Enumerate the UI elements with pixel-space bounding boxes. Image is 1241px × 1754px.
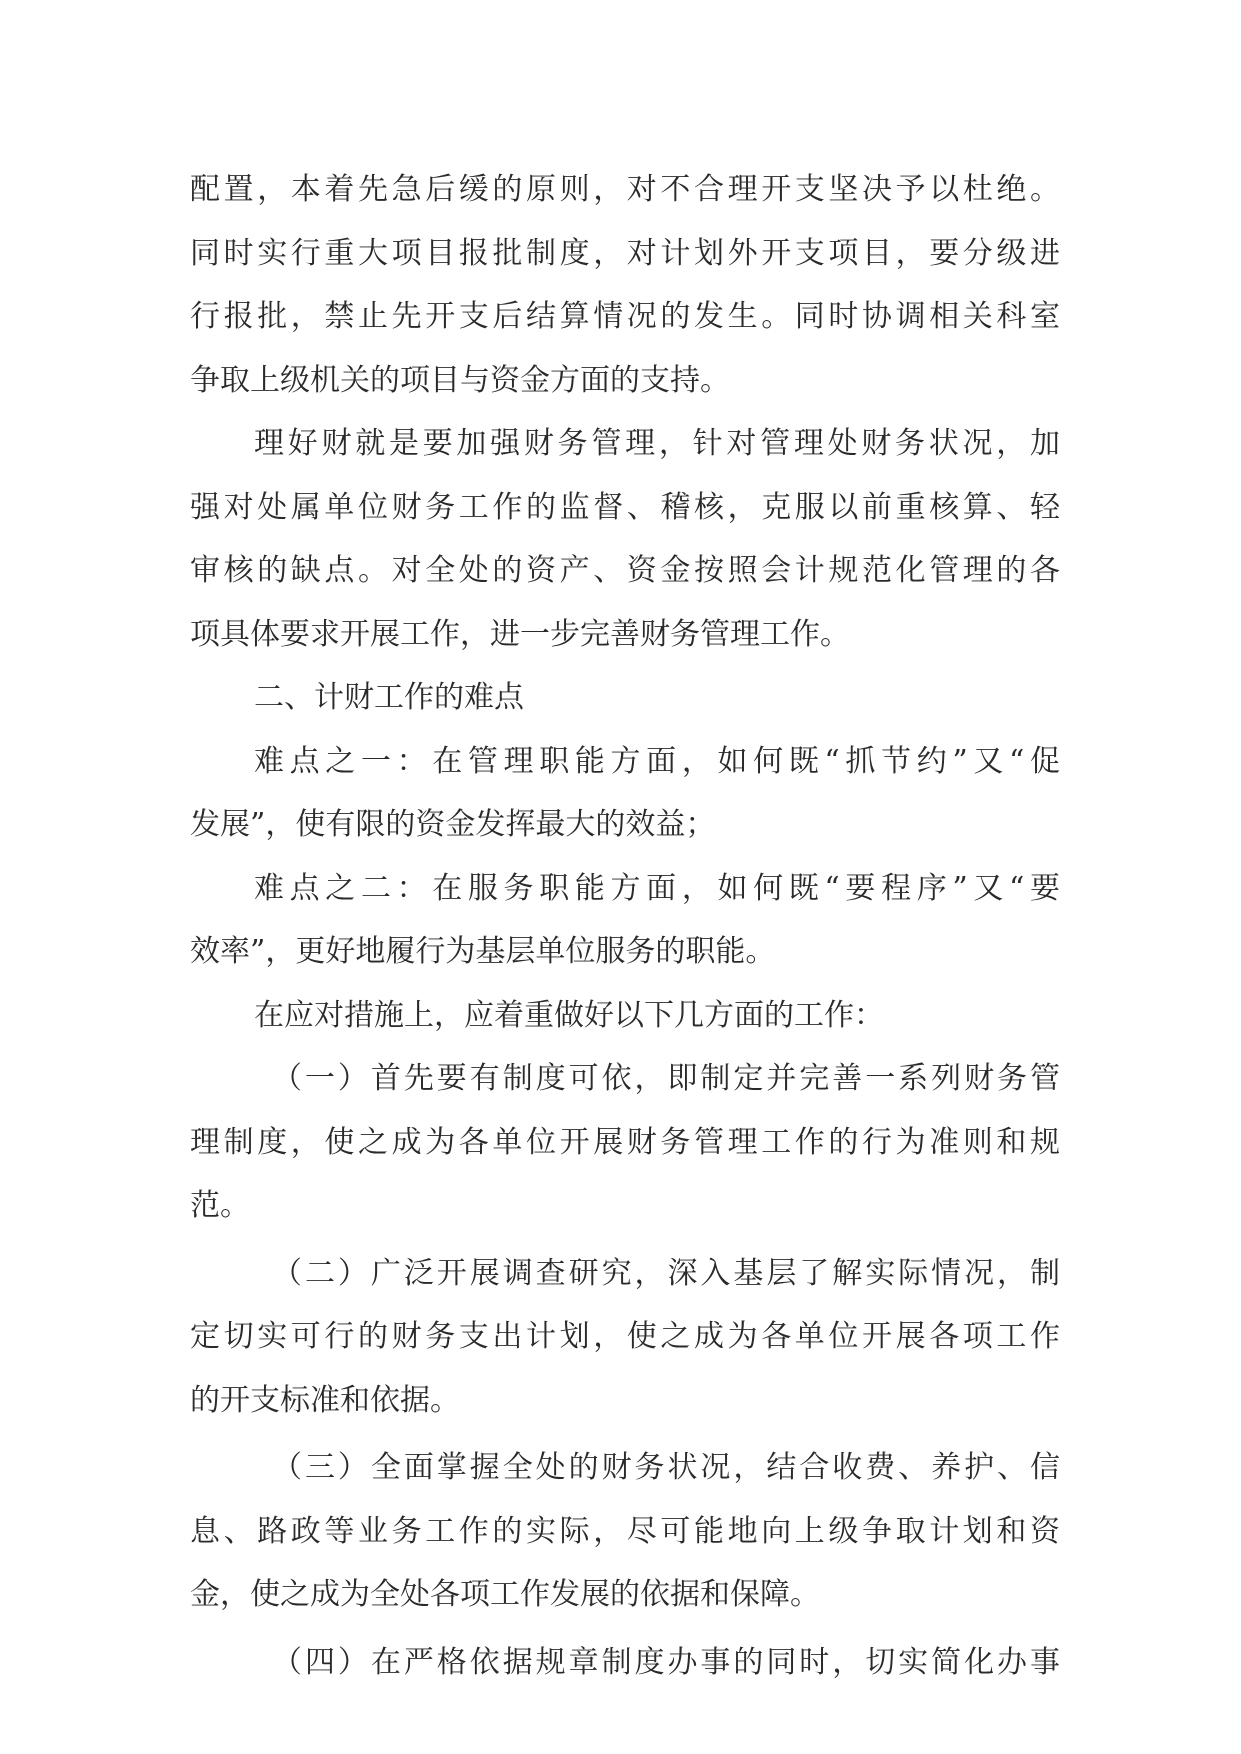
text-line: 行报批，禁止先开支后结算情况的发生。同时协调相关科室 <box>190 299 1060 334</box>
text-line: 的开支标准和依据。 <box>190 1382 460 1418</box>
text-line: 金，使之成为全处各项工作发展的依据和保障。 <box>190 1577 820 1612</box>
paragraph-start-line: 难点之二：在服务职能方面，如何既“要程序”又“要 <box>254 870 1060 906</box>
text-line: 理制度，使之成为各单位开展财务管理工作的行为准则和规 <box>190 1124 1060 1160</box>
text-line: 项具体要求开展工作，进一步完善财务管理工作。 <box>190 616 850 652</box>
text-line: 范。 <box>190 1188 250 1223</box>
text-line: 配置，本着先急后缓的原则，对不合理开支坚决予以杜绝。 <box>190 172 1060 207</box>
text-line: 审核的缺点。对全处的资产、资金按照会计规范化管理的各 <box>190 553 1060 588</box>
list-item-start-line: （四）在严格依据规章制度办事的同时，切实简化办事 <box>272 1644 1060 1680</box>
section-heading: 二、计财工作的难点 <box>254 680 524 715</box>
list-item-start-line: （二）广泛开展调查研究，深入基层了解实际情况，制 <box>272 1255 1060 1291</box>
text-line: 定切实可行的财务支出计划，使之成为各单位开展各项工作 <box>190 1319 1060 1354</box>
text-line: 同时实行重大项目报批制度，对计划外开支项目，要分级进 <box>190 235 1060 271</box>
text-line: 发展”，使有限的资金发挥最大的效益； <box>190 807 716 842</box>
list-item-start-line: （一）首先要有制度可依，即制定并完善一系列财务管 <box>272 1061 1060 1096</box>
paragraph-start-line: 在应对措施上，应着重做好以下几方面的工作： <box>254 997 884 1033</box>
paragraph-start-line: 难点之一：在管理职能方面，如何既“抓节约”又“促 <box>254 743 1060 779</box>
text-line: 争取上级机关的项目与资金方面的支持。 <box>190 362 730 398</box>
text-line: 息、路政等业务工作的实际，尽可能地向上级争取计划和资 <box>190 1513 1060 1549</box>
text-line: 强对处属单位财务工作的监督、稽核，克服以前重核算、轻 <box>190 489 1060 525</box>
document-body <box>190 158 1060 1694</box>
list-item-start-line: （三）全面掌握全处的财务状况，结合收费、养护、信 <box>272 1450 1060 1485</box>
paragraph-start-line: 理好财就是要加强财务管理，针对管理处财务状况，加 <box>254 426 1060 461</box>
text-line: 效率”，更好地履行为基层单位服务的职能。 <box>190 934 776 969</box>
